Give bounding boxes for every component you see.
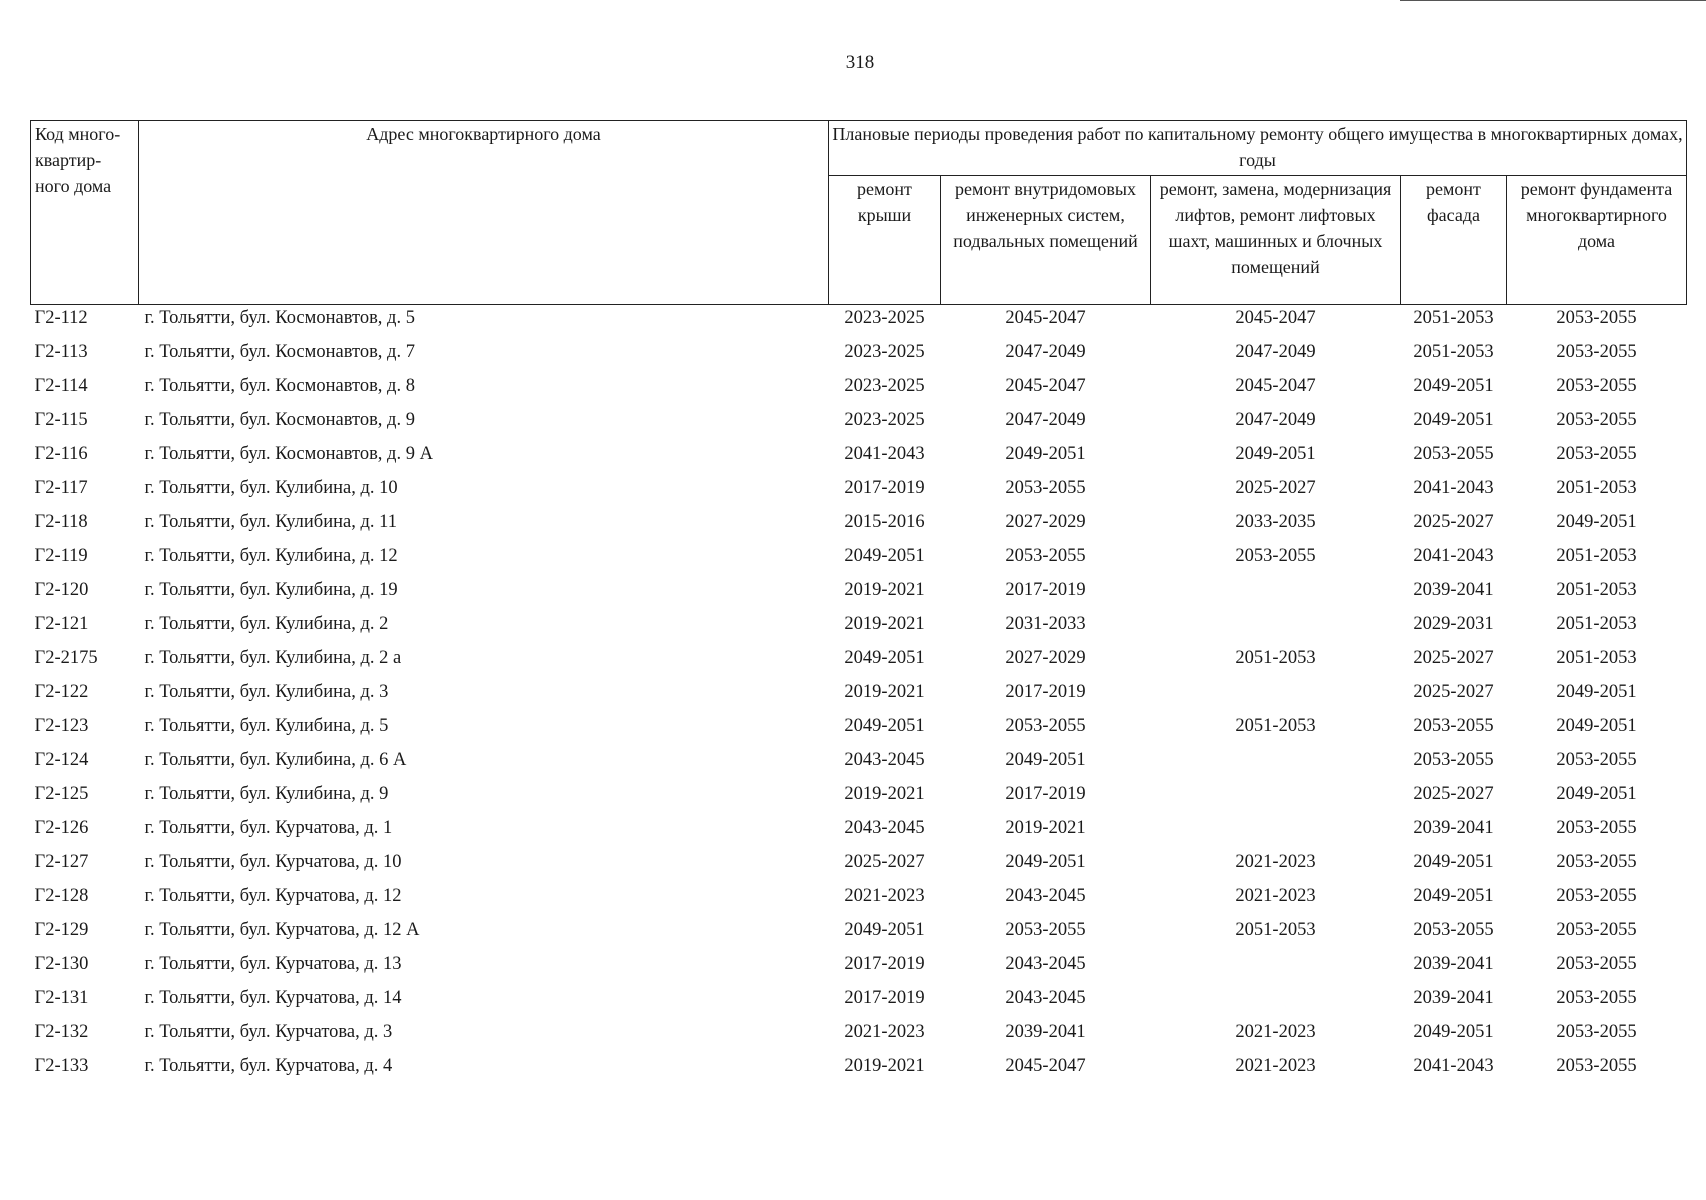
cell-foundation: 2053-2055 bbox=[1556, 376, 1637, 396]
cell-roof: 2023-2025 bbox=[844, 342, 925, 362]
cell-foundation: 2053-2055 bbox=[1556, 1056, 1637, 1076]
cell-roof: 2023-2025 bbox=[844, 308, 925, 328]
cell-address: г. Тольятти, бул. Космонавтов, д. 9 bbox=[144, 410, 415, 430]
cell-engineering: 2049-2051 bbox=[1005, 750, 1086, 770]
header-address: Адрес многоквартирного дома bbox=[139, 121, 829, 305]
cell-engineering: 2027-2029 bbox=[1005, 648, 1086, 668]
cell-lifts bbox=[1151, 951, 1401, 985]
table-row bbox=[31, 1019, 1687, 1053]
cell-foundation: 2053-2055 bbox=[1556, 750, 1637, 770]
cell-lifts: 2049-2051 bbox=[1235, 444, 1316, 464]
cell-code: Г2-131 bbox=[34, 988, 89, 1008]
cell-lifts: 2051-2053 bbox=[1235, 648, 1316, 668]
cell-facade: 2049-2051 bbox=[1413, 852, 1494, 872]
cell-roof: 2025-2027 bbox=[844, 852, 925, 872]
table-body bbox=[31, 305, 1687, 1088]
cell-address: г. Тольятти, бул. Курчатова, д. 14 bbox=[144, 988, 402, 1008]
table-row bbox=[31, 849, 1687, 883]
table-row bbox=[31, 747, 1687, 781]
cell-roof: 2019-2021 bbox=[844, 1056, 925, 1076]
table-row bbox=[31, 781, 1687, 815]
cell-roof: 2041-2043 bbox=[844, 444, 925, 464]
cell-code: Г2-117 bbox=[34, 478, 88, 498]
cell-foundation: 2049-2051 bbox=[1556, 682, 1637, 702]
cell-code: Г2-116 bbox=[34, 444, 88, 464]
table-row bbox=[31, 611, 1687, 645]
table-row bbox=[31, 985, 1687, 1019]
header-roof: ремонт крыши bbox=[829, 176, 941, 305]
cell-lifts: 2021-2023 bbox=[1235, 1022, 1316, 1042]
cell-code: Г2-115 bbox=[34, 410, 88, 430]
header-facade: ремонт фасада bbox=[1401, 176, 1507, 305]
cell-roof: 2019-2021 bbox=[844, 784, 925, 804]
cell-lifts: 2021-2023 bbox=[1235, 852, 1316, 872]
cell-code: Г2-114 bbox=[34, 376, 88, 396]
cell-engineering: 2053-2055 bbox=[1005, 546, 1086, 566]
header-engineering: ремонт внутридомовых инженерных систем, подвальных помещений bbox=[941, 176, 1151, 305]
table-header bbox=[31, 121, 1687, 305]
table-row bbox=[31, 543, 1687, 577]
cell-roof: 2017-2019 bbox=[844, 478, 925, 498]
cell-lifts bbox=[1151, 679, 1401, 713]
cell-address: г. Тольятти, бул. Космонавтов, д. 9 А bbox=[144, 444, 433, 464]
cell-roof: 2049-2051 bbox=[844, 648, 925, 668]
cell-address: г. Тольятти, бул. Кулибина, д. 19 bbox=[144, 580, 398, 600]
cell-lifts: 2051-2053 bbox=[1235, 920, 1316, 940]
cell-code: Г2-128 bbox=[34, 886, 89, 906]
page-number: 318 bbox=[845, 52, 875, 73]
cell-roof: 2021-2023 bbox=[844, 886, 925, 906]
table-row bbox=[31, 679, 1687, 713]
cell-facade: 2025-2027 bbox=[1413, 648, 1494, 668]
cell-code: Г2-126 bbox=[34, 818, 89, 838]
cell-lifts: 2047-2049 bbox=[1235, 342, 1316, 362]
cell-engineering: 2053-2055 bbox=[1005, 716, 1086, 736]
cell-roof: 2023-2025 bbox=[844, 410, 925, 430]
cell-lifts bbox=[1151, 577, 1401, 611]
cell-code: Г2-125 bbox=[34, 784, 89, 804]
cell-foundation: 2049-2051 bbox=[1556, 716, 1637, 736]
cell-address: г. Тольятти, бул. Курчатова, д. 12 bbox=[144, 886, 402, 906]
cell-code: Г2-124 bbox=[34, 750, 89, 770]
cell-facade: 2051-2053 bbox=[1413, 308, 1494, 328]
table-row bbox=[31, 509, 1687, 543]
cell-code: Г2-127 bbox=[34, 852, 89, 872]
cell-foundation: 2053-2055 bbox=[1556, 988, 1637, 1008]
cell-foundation: 2051-2053 bbox=[1556, 580, 1637, 600]
cell-engineering: 2043-2045 bbox=[1005, 954, 1086, 974]
cell-lifts: 2053-2055 bbox=[1235, 546, 1316, 566]
cell-code: Г2-113 bbox=[34, 342, 88, 362]
cell-address: г. Тольятти, бул. Кулибина, д. 11 bbox=[144, 512, 397, 532]
cell-address: г. Тольятти, бул. Космонавтов, д. 5 bbox=[144, 308, 415, 328]
cell-engineering: 2039-2041 bbox=[1005, 1022, 1086, 1042]
table-row bbox=[31, 373, 1687, 407]
cell-lifts: 2033-2035 bbox=[1235, 512, 1316, 532]
cell-facade: 2041-2043 bbox=[1413, 1056, 1494, 1076]
cell-roof: 2043-2045 bbox=[844, 818, 925, 838]
cell-address: г. Тольятти, бул. Кулибина, д. 3 bbox=[144, 682, 389, 702]
cell-facade: 2025-2027 bbox=[1413, 682, 1494, 702]
cell-foundation: 2053-2055 bbox=[1556, 342, 1637, 362]
cell-foundation: 2053-2055 bbox=[1556, 954, 1637, 974]
cell-roof: 2043-2045 bbox=[844, 750, 925, 770]
cell-facade: 2025-2027 bbox=[1413, 512, 1494, 532]
cell-engineering: 2045-2047 bbox=[1005, 1056, 1086, 1076]
cell-engineering: 2017-2019 bbox=[1005, 580, 1086, 600]
cell-code: Г2-119 bbox=[34, 546, 88, 566]
header-lifts: ремонт, замена, модернизация лифтов, ремонт лифтовых шахт, машинных и блочных помещений bbox=[1151, 176, 1401, 305]
header-code: Код много-квартир-ного дома bbox=[31, 121, 139, 305]
cell-facade: 2049-2051 bbox=[1413, 410, 1494, 430]
table-row bbox=[31, 407, 1687, 441]
top-edge-line bbox=[1400, 0, 1706, 1]
cell-address: г. Тольятти, бул. Курчатова, д. 12 А bbox=[144, 920, 420, 940]
cell-facade: 2053-2055 bbox=[1413, 444, 1494, 464]
cell-foundation: 2053-2055 bbox=[1556, 308, 1637, 328]
cell-engineering: 2047-2049 bbox=[1005, 342, 1086, 362]
cell-lifts bbox=[1151, 985, 1401, 1019]
cell-facade: 2053-2055 bbox=[1413, 716, 1494, 736]
cell-code: Г2-112 bbox=[34, 308, 88, 328]
table-row bbox=[31, 713, 1687, 747]
cell-code: Г2-132 bbox=[34, 1022, 89, 1042]
cell-address: г. Тольятти, бул. Курчатова, д. 1 bbox=[144, 818, 393, 838]
cell-engineering: 2053-2055 bbox=[1005, 920, 1086, 940]
cell-facade: 2029-2031 bbox=[1413, 614, 1494, 634]
cell-foundation: 2051-2053 bbox=[1556, 614, 1637, 634]
cell-address: г. Тольятти, бул. Космонавтов, д. 8 bbox=[144, 376, 415, 396]
cell-engineering: 2027-2029 bbox=[1005, 512, 1086, 532]
cell-foundation: 2049-2051 bbox=[1556, 512, 1637, 532]
cell-code: Г2-130 bbox=[34, 954, 89, 974]
table-row bbox=[31, 645, 1687, 679]
cell-foundation: 2053-2055 bbox=[1556, 852, 1637, 872]
header-periods-group: Плановые периоды проведения работ по капитальному ремонту общего имущества в многоквартирных домах, годы bbox=[829, 121, 1687, 176]
cell-foundation: 2053-2055 bbox=[1556, 410, 1637, 430]
cell-foundation: 2053-2055 bbox=[1556, 920, 1637, 940]
cell-facade: 2039-2041 bbox=[1413, 954, 1494, 974]
cell-engineering: 2045-2047 bbox=[1005, 308, 1086, 328]
cell-roof: 2049-2051 bbox=[844, 716, 925, 736]
cell-roof: 2023-2025 bbox=[844, 376, 925, 396]
table-row bbox=[31, 917, 1687, 951]
table-row bbox=[31, 1053, 1687, 1087]
cell-roof: 2015-2016 bbox=[844, 512, 925, 532]
cell-foundation: 2053-2055 bbox=[1556, 444, 1637, 464]
cell-facade: 2039-2041 bbox=[1413, 818, 1494, 838]
cell-code: Г2-133 bbox=[34, 1056, 89, 1076]
cell-address: г. Тольятти, бул. Курчатова, д. 3 bbox=[144, 1022, 393, 1042]
cell-code: Г2-121 bbox=[34, 614, 89, 634]
cell-address: г. Тольятти, бул. Кулибина, д. 9 bbox=[144, 784, 389, 804]
cell-lifts bbox=[1151, 815, 1401, 849]
cell-foundation: 2053-2055 bbox=[1556, 1022, 1637, 1042]
cell-facade: 2053-2055 bbox=[1413, 920, 1494, 940]
cell-engineering: 2019-2021 bbox=[1005, 818, 1086, 838]
cell-engineering: 2043-2045 bbox=[1005, 988, 1086, 1008]
table-row bbox=[31, 475, 1687, 509]
cell-facade: 2041-2043 bbox=[1413, 478, 1494, 498]
cell-lifts: 2051-2053 bbox=[1235, 716, 1316, 736]
cell-address: г. Тольятти, бул. Кулибина, д. 5 bbox=[144, 716, 389, 736]
table-row bbox=[31, 951, 1687, 985]
cell-lifts bbox=[1151, 611, 1401, 645]
cell-facade: 2049-2051 bbox=[1413, 886, 1494, 906]
cell-engineering: 2045-2047 bbox=[1005, 376, 1086, 396]
cell-foundation: 2051-2053 bbox=[1556, 478, 1637, 498]
cell-roof: 2017-2019 bbox=[844, 988, 925, 1008]
table-row bbox=[31, 883, 1687, 917]
cell-roof: 2019-2021 bbox=[844, 682, 925, 702]
cell-roof: 2017-2019 bbox=[844, 954, 925, 974]
cell-facade: 2025-2027 bbox=[1413, 784, 1494, 804]
cell-lifts: 2021-2023 bbox=[1235, 1056, 1316, 1076]
cell-lifts: 2025-2027 bbox=[1235, 478, 1316, 498]
cell-code: Г2-129 bbox=[34, 920, 89, 940]
cell-facade: 2051-2053 bbox=[1413, 342, 1494, 362]
cell-engineering: 2047-2049 bbox=[1005, 410, 1086, 430]
cell-roof: 2021-2023 bbox=[844, 1022, 925, 1042]
cell-roof: 2049-2051 bbox=[844, 546, 925, 566]
cell-facade: 2039-2041 bbox=[1413, 988, 1494, 1008]
cell-address: г. Тольятти, бул. Кулибина, д. 10 bbox=[144, 478, 398, 498]
table-row bbox=[31, 339, 1687, 373]
cell-address: г. Тольятти, бул. Курчатова, д. 4 bbox=[144, 1056, 393, 1076]
repair-schedule-table bbox=[30, 120, 1687, 1087]
cell-address: г. Тольятти, бул. Космонавтов, д. 7 bbox=[144, 342, 415, 362]
cell-lifts: 2021-2023 bbox=[1235, 886, 1316, 906]
cell-code: Г2-122 bbox=[34, 682, 89, 702]
cell-code: Г2-123 bbox=[34, 716, 89, 736]
cell-foundation: 2053-2055 bbox=[1556, 886, 1637, 906]
cell-lifts bbox=[1151, 781, 1401, 815]
cell-address: г. Тольятти, бул. Кулибина, д. 2 bbox=[144, 614, 389, 634]
cell-engineering: 2017-2019 bbox=[1005, 784, 1086, 804]
cell-engineering: 2043-2045 bbox=[1005, 886, 1086, 906]
cell-lifts: 2047-2049 bbox=[1235, 410, 1316, 430]
table-row bbox=[31, 815, 1687, 849]
cell-engineering: 2049-2051 bbox=[1005, 444, 1086, 464]
cell-engineering: 2053-2055 bbox=[1005, 478, 1086, 498]
cell-foundation: 2053-2055 bbox=[1556, 818, 1637, 838]
cell-code: Г2-118 bbox=[34, 512, 88, 532]
cell-roof: 2049-2051 bbox=[844, 920, 925, 940]
cell-address: г. Тольятти, бул. Кулибина, д. 2 а bbox=[144, 648, 402, 668]
cell-foundation: 2049-2051 bbox=[1556, 784, 1637, 804]
header-foundation: ремонт фундамента многоквартирного дома bbox=[1507, 176, 1687, 305]
cell-address: г. Тольятти, бул. Кулибина, д. 6 А bbox=[144, 750, 407, 770]
table-row bbox=[31, 577, 1687, 611]
cell-lifts: 2045-2047 bbox=[1235, 308, 1316, 328]
cell-address: г. Тольятти, бул. Кулибина, д. 12 bbox=[144, 546, 398, 566]
cell-facade: 2041-2043 bbox=[1413, 546, 1494, 566]
cell-facade: 2049-2051 bbox=[1413, 376, 1494, 396]
cell-roof: 2019-2021 bbox=[844, 580, 925, 600]
cell-foundation: 2051-2053 bbox=[1556, 546, 1637, 566]
table-row bbox=[31, 305, 1687, 340]
cell-engineering: 2031-2033 bbox=[1005, 614, 1086, 634]
cell-engineering: 2017-2019 bbox=[1005, 682, 1086, 702]
cell-facade: 2053-2055 bbox=[1413, 750, 1494, 770]
cell-engineering: 2049-2051 bbox=[1005, 852, 1086, 872]
cell-code: Г2-120 bbox=[34, 580, 89, 600]
cell-roof: 2019-2021 bbox=[844, 614, 925, 634]
cell-code: Г2-2175 bbox=[34, 648, 98, 668]
cell-lifts: 2045-2047 bbox=[1235, 376, 1316, 396]
cell-address: г. Тольятти, бул. Курчатова, д. 13 bbox=[144, 954, 402, 974]
cell-facade: 2049-2051 bbox=[1413, 1022, 1494, 1042]
cell-facade: 2039-2041 bbox=[1413, 580, 1494, 600]
cell-address: г. Тольятти, бул. Курчатова, д. 10 bbox=[144, 852, 402, 872]
cell-foundation: 2051-2053 bbox=[1556, 648, 1637, 668]
cell-lifts bbox=[1151, 747, 1401, 781]
table-row bbox=[31, 441, 1687, 475]
